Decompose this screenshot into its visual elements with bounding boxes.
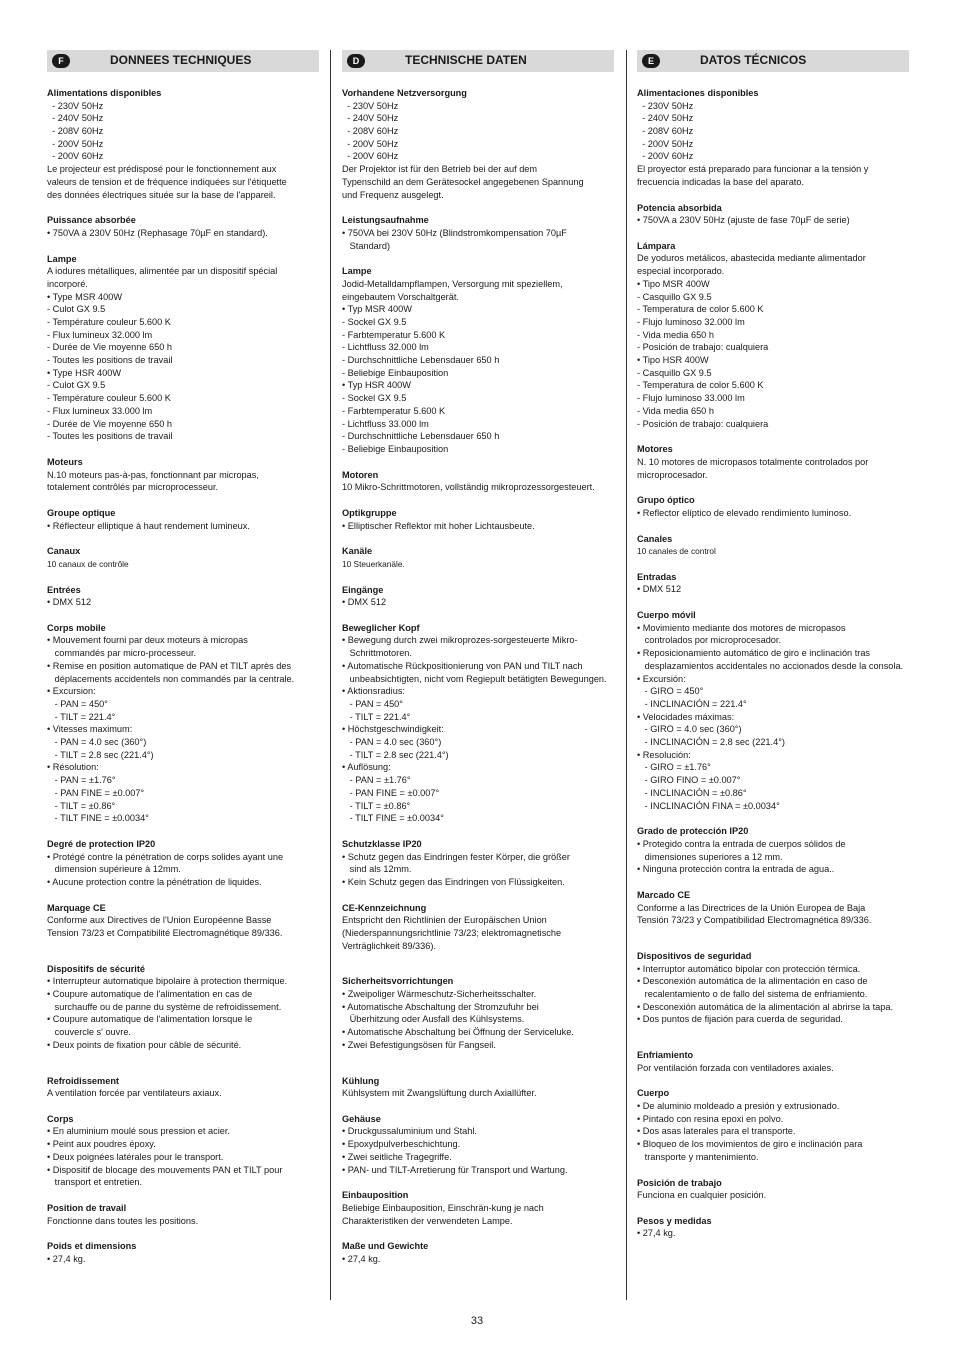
spec-section bbox=[637, 825, 909, 876]
spec-section bbox=[342, 1189, 614, 1227]
spec-line: • Typ HSR 400W bbox=[342, 380, 411, 391]
spec-line: - Flujo luminoso 32.000 lm bbox=[637, 316, 745, 327]
spec-line: - 200V 60Hz bbox=[342, 151, 399, 162]
spec-line: • Dispositif de blocage des mouvements PAN et TILT pour bbox=[47, 1164, 283, 1175]
spec-line: A ventilation forcée par ventilateurs axiaux. bbox=[47, 1088, 222, 1099]
spec-line: und Frequenz ausgelegt. bbox=[342, 189, 444, 200]
spec-line: • Schutz gegen das Eindringen fester Körper, die größer bbox=[342, 851, 570, 862]
spec-section bbox=[342, 265, 614, 455]
spec-section-title: Enfriamiento bbox=[637, 1050, 694, 1061]
spec-section-title: Alimentations disponibles bbox=[47, 88, 162, 98]
spec-line: • Ninguna protección contra la entrada de agua.. bbox=[637, 864, 835, 875]
spec-line: • Elliptischer Reflektor mit hoher Lichtausbeute. bbox=[342, 520, 535, 531]
spec-line: • Velocidades máximas: bbox=[637, 711, 735, 722]
spec-line: • Automatische Rückpositionierung von PAN und TILT nach bbox=[342, 660, 583, 671]
spec-section bbox=[637, 1215, 909, 1240]
spec-section-title: Vorhandene Netzversorgung bbox=[342, 88, 467, 98]
spec-line: • Dos asas laterales para el transporte. bbox=[637, 1126, 796, 1137]
spec-section-title: Position de travail bbox=[47, 1202, 127, 1213]
spec-line: Charakteristiken der verwendeten Lampe. bbox=[342, 1215, 513, 1226]
spec-line: • 750VA a 230V 50Hz (ajuste de fase 70µF de serie) bbox=[637, 215, 850, 226]
spec-section bbox=[342, 975, 614, 1051]
spec-line: • Coupure automatique de l'alimentation en cas de bbox=[47, 988, 253, 999]
spec-line: - Posición de trabajo: cualquiera bbox=[637, 418, 769, 429]
spec-line: • Excursion: bbox=[47, 686, 96, 697]
spec-section bbox=[637, 1087, 909, 1163]
spec-line: • Mouvement fourni par deux moteurs à micropas bbox=[47, 635, 248, 646]
spec-section-title: Leistungsaufnahme bbox=[342, 215, 429, 226]
spec-section-title: Maße und Gewichte bbox=[342, 1241, 429, 1252]
spec-line: surchauffe ou de panne du système de refroidissement. bbox=[47, 1001, 282, 1012]
spec-line: • 27,4 kg. bbox=[47, 1253, 86, 1264]
spec-section bbox=[342, 87, 614, 201]
spec-section-title: Cuerpo móvil bbox=[637, 610, 696, 621]
spec-line: - Beliebige Einbauposition bbox=[342, 443, 449, 454]
spec-section-title: Kühlung bbox=[342, 1075, 380, 1086]
spec-line: - PAN FINE = ±0.007° bbox=[47, 787, 145, 798]
spec-line: • Zweipoliger Wärmeschutz-Sicherheitsschalter. bbox=[342, 988, 537, 999]
spec-section-title: Marcado CE bbox=[637, 889, 691, 900]
spec-section-title: Moteurs bbox=[47, 456, 83, 467]
column-divider bbox=[626, 50, 627, 1300]
spec-section-title: Puissance absorbée bbox=[47, 215, 136, 226]
spec-line: • Remise en position automatique de PAN et TILT après des bbox=[47, 660, 292, 671]
spec-line: • Desconexión automática de la alimentación al abrirse la tapa. bbox=[637, 1001, 894, 1012]
spec-line: • Réflecteur elliptique à haut rendement lumineux. bbox=[47, 520, 250, 531]
spec-section-title: Corps mobile bbox=[47, 622, 106, 633]
spec-line: • Höchstgeschwindigkeit: bbox=[342, 724, 444, 735]
spec-line: - INCLINACIÓN = 221.4° bbox=[637, 698, 747, 709]
spec-line: - INCLINACIÓN = 2.8 sec (221.4°) bbox=[637, 737, 785, 748]
column-title: DATOS TÉCNICOS bbox=[700, 53, 807, 67]
spec-line: Der Projektor ist für den Betrieb bei der auf dem bbox=[342, 164, 538, 175]
spec-line: - GIRO = 4.0 sec (360°) bbox=[637, 724, 742, 735]
spec-section-title: Entradas bbox=[637, 571, 677, 582]
spec-line: - Vida media 650 h bbox=[637, 405, 714, 416]
spec-section-title: Entrées bbox=[47, 584, 81, 595]
spec-line: couvercle s' ouvre. bbox=[47, 1027, 131, 1038]
spec-line: valeurs de tension et de fréquence indiquées sur l'étiquette bbox=[47, 176, 287, 187]
spec-section bbox=[47, 545, 319, 570]
spec-line: eingebautem Vorschaltgerät. bbox=[342, 291, 459, 302]
spec-line: • Bewegung durch zwei mikroprozes-sorgesteuerte Mikro- bbox=[342, 635, 578, 646]
spec-line: • Deux poignées latérales pour le transport. bbox=[47, 1151, 224, 1162]
spec-line: • Aktionsradius: bbox=[342, 686, 405, 697]
spec-section-title: Dispositifs de sécurité bbox=[47, 963, 146, 974]
spec-line: - Toutes les positions de travail bbox=[47, 355, 173, 366]
spec-line: - Casquillo GX 9.5 bbox=[637, 367, 712, 378]
spec-line: A iodures métalliques, alimentée par un dispositif spécial bbox=[47, 266, 278, 277]
spec-line: • Typ MSR 400W bbox=[342, 304, 412, 315]
spec-line: De yoduros metálicos, abastecida mediante alimentador bbox=[637, 253, 866, 264]
spec-line: - PAN = 450° bbox=[47, 698, 108, 709]
spec-section-title: Lampe bbox=[47, 253, 77, 264]
spec-section bbox=[47, 87, 319, 201]
spec-line: Überhitzung oder Ausfall des Kühlsystems. bbox=[342, 1014, 525, 1025]
spec-section bbox=[47, 902, 319, 940]
spec-section bbox=[47, 1075, 319, 1100]
spec-line: - Flujo luminoso 33.000 lm bbox=[637, 393, 745, 404]
spec-line: • Auflösung: bbox=[342, 762, 391, 773]
spec-line: especial incorporado. bbox=[637, 266, 725, 277]
spec-section-title: Posición de trabajo bbox=[637, 1177, 722, 1188]
spec-section bbox=[47, 253, 319, 443]
column-title: TECHNISCHE DATEN bbox=[405, 53, 527, 67]
spec-line: des données électriques située sur la base de l'appareil. bbox=[47, 189, 276, 200]
language-badge: E bbox=[642, 54, 660, 68]
spec-line: • En aluminium moulé sous pression et acier. bbox=[47, 1126, 230, 1137]
spec-line: - Flux lumineux 33.000 lm bbox=[47, 405, 153, 416]
spec-line: • DMX 512 bbox=[637, 584, 682, 595]
spec-line: • Vitesses maximum: bbox=[47, 724, 133, 735]
spec-section bbox=[47, 214, 319, 239]
spec-line: - GIRO = ±1.76° bbox=[637, 762, 711, 773]
spec-section-title: Pesos y medidas bbox=[637, 1215, 712, 1226]
spec-line: - Toutes les positions de travail bbox=[47, 431, 173, 442]
spec-line: microprocesador. bbox=[637, 469, 708, 480]
spec-section bbox=[342, 214, 614, 252]
spec-line: - Température couleur 5.600 K bbox=[47, 393, 171, 404]
spec-line: sind als 12mm. bbox=[342, 864, 412, 875]
spec-line: • Kein Schutz gegen das Eindringen von Flüssigkeiten. bbox=[342, 876, 565, 887]
spec-section bbox=[342, 1075, 614, 1100]
spec-line: - Température couleur 5.600 K bbox=[47, 316, 171, 327]
spec-line: - Lichtfluss 32.000 lm bbox=[342, 342, 429, 353]
spec-section-title: Gehäuse bbox=[342, 1113, 381, 1124]
spec-line: - GIRO = 450° bbox=[637, 686, 704, 697]
column-spanish bbox=[637, 50, 909, 1253]
page-number: 33 bbox=[470, 1315, 484, 1327]
spec-line: Tensión 73/23 y Compatibilidad Electromagnética 89/336. bbox=[637, 915, 872, 926]
spec-line: dimension supérieure à 12mm. bbox=[47, 864, 181, 875]
spec-line: • 27,4 kg. bbox=[637, 1228, 676, 1239]
spec-section-title: Sicherheitsvorrichtungen bbox=[342, 976, 454, 987]
spec-line: • Interrupteur automatique bipolaire à protection thermique. bbox=[47, 976, 288, 987]
spec-line: - TILT = ±0.86° bbox=[47, 800, 116, 811]
column-divider bbox=[330, 50, 331, 1300]
spec-section-title: Lámpara bbox=[637, 240, 676, 251]
spec-line: (Niederspannungsrichtlinie 73/23; elektromagnetische bbox=[342, 927, 562, 938]
column-title: DONNEES TECHNIQUES bbox=[110, 53, 252, 67]
column-german bbox=[342, 50, 614, 1279]
spec-line: commandés par micro-processeur. bbox=[47, 648, 197, 659]
spec-line: - 240V 50Hz bbox=[637, 113, 694, 124]
spec-line: Typenschild an dem Gerätesockel angegebenen Spannung bbox=[342, 176, 584, 187]
spec-line: - Farbtemperatur 5.600 K bbox=[342, 405, 446, 416]
spec-line: - Farbtemperatur 5.600 K bbox=[342, 329, 446, 340]
spec-line: • Protégé contre la pénétration de corps solides ayant une bbox=[47, 851, 284, 862]
spec-line: • Interruptor automático bipolar con protección térmica. bbox=[637, 963, 861, 974]
spec-line: recalentamiento o de fallo del sistema de enfriamiento. bbox=[637, 988, 868, 999]
spec-line: • Zwei Befestigungsösen für Fangseil. bbox=[342, 1039, 496, 1050]
spec-line: • Movimiento mediante dos motores de micropasos bbox=[637, 622, 846, 633]
spec-line: • Automatische Abschaltung der Stromzufuhr bei bbox=[342, 1001, 539, 1012]
spec-section-title: Corps bbox=[47, 1113, 74, 1124]
spec-line: Conforme a las Directrices de la Unión Europea de Baja bbox=[637, 902, 866, 913]
spec-line: Le projecteur est prédisposé pour le fonctionnement aux bbox=[47, 164, 277, 175]
spec-section bbox=[637, 240, 909, 430]
spec-line: - Durchschnittliche Lebensdauer 650 h bbox=[342, 431, 500, 442]
spec-line: • Zwei seitliche Tragegriffe. bbox=[342, 1151, 452, 1162]
spec-section-title: Schutzklasse IP20 bbox=[342, 838, 422, 849]
spec-section bbox=[637, 950, 909, 1026]
spec-line: Schrittmotoren. bbox=[342, 648, 412, 659]
spec-section-title: Grado de protección IP20 bbox=[637, 826, 749, 837]
spec-section bbox=[342, 1113, 614, 1176]
section-header bbox=[342, 50, 614, 72]
spec-line: incorporé. bbox=[47, 278, 88, 289]
spec-line: • Coupure automatique de l'alimentation lorsque le bbox=[47, 1014, 253, 1025]
spec-section bbox=[47, 584, 319, 609]
spec-section-title: Canales bbox=[637, 533, 673, 544]
spec-line: • Druckgussaluminium und Stahl. bbox=[342, 1126, 477, 1137]
spec-line: - Sockel GX 9.5 bbox=[342, 393, 407, 404]
spec-line: - PAN = 450° bbox=[342, 698, 403, 709]
spec-section-title: Canaux bbox=[47, 546, 81, 557]
spec-line: - TILT = 2.8 sec (221.4°) bbox=[342, 749, 449, 760]
spec-line: 10 Mikro-Schrittmotoren, vollständig mikroprozessorgesteuert. bbox=[342, 482, 595, 493]
spec-section bbox=[637, 87, 909, 189]
spec-line: - Culot GX 9.5 bbox=[47, 304, 106, 315]
spec-section bbox=[637, 571, 909, 596]
spec-section bbox=[637, 202, 909, 227]
spec-line: controlados por microprocesador. bbox=[637, 635, 782, 646]
spec-line: • Desconexión automática de la alimentación en caso de bbox=[637, 976, 868, 987]
spec-section-title: Potencia absorbida bbox=[637, 202, 722, 213]
spec-line: • De aluminio moldeado a presión y extrusionado. bbox=[637, 1100, 840, 1111]
spec-line: • 750VA bei 230V 50Hz (Blindstromkompensation 70µF bbox=[342, 227, 567, 238]
spec-line: - 208V 60Hz bbox=[47, 126, 104, 136]
spec-line: Fonctionne dans toutes les positions. bbox=[47, 1215, 199, 1226]
spec-line: - Temperatura de color 5.600 K bbox=[637, 304, 764, 315]
spec-line: - TILT FINE = ±0.0034° bbox=[47, 813, 149, 824]
spec-line: • DMX 512 bbox=[47, 597, 92, 608]
spec-line: • DMX 512 bbox=[342, 597, 387, 608]
spec-section-title: Eingänge bbox=[342, 584, 384, 595]
spec-line: - 200V 50Hz bbox=[47, 138, 104, 149]
spec-section bbox=[342, 584, 614, 609]
spec-section-title: Lampe bbox=[342, 266, 372, 277]
spec-line: N.10 moteurs pas-à-pas, fonctionnant par micropas, bbox=[47, 469, 259, 480]
spec-line: - Culot GX 9.5 bbox=[47, 380, 106, 391]
spec-line: • PAN- und TILT-Arretierung für Transport und Wartung. bbox=[342, 1164, 568, 1175]
spec-section-title: Cuerpo bbox=[637, 1088, 670, 1099]
spec-line: Standard) bbox=[342, 240, 391, 251]
spec-line: - 208V 60Hz bbox=[342, 126, 399, 136]
spec-line: • Tipo HSR 400W bbox=[637, 355, 709, 366]
spec-line: - 240V 50Hz bbox=[342, 113, 399, 124]
spec-line: • Type HSR 400W bbox=[47, 367, 122, 378]
spec-line: transporte y mantenimiento. bbox=[637, 1151, 759, 1162]
spec-line: - Sockel GX 9.5 bbox=[342, 316, 407, 327]
spec-section-title: Motores bbox=[637, 444, 673, 455]
spec-line: • Protegido contra la entrada de cuerpos sólidos de bbox=[637, 838, 846, 849]
spec-line: • Bloqueo de los movimientos de giro e inclinación para bbox=[637, 1139, 863, 1150]
spec-line: - PAN = ±1.76° bbox=[47, 775, 116, 786]
spec-section bbox=[637, 494, 909, 519]
spec-section-title: Degré de protection IP20 bbox=[47, 838, 156, 849]
spec-line: Tension 73/23 et Compatibilité Electromagnétique 89/336. bbox=[47, 927, 283, 938]
spec-line: - Vida media 650 h bbox=[637, 329, 714, 340]
spec-line: • Automatische Abschaltung bei Öffnung der Serviceluke. bbox=[342, 1027, 574, 1038]
spec-section bbox=[637, 443, 909, 481]
spec-line: Jodid-Metalldampflampen, Versorgung mit speziellem, bbox=[342, 278, 563, 289]
spec-line: - 240V 50Hz bbox=[47, 113, 104, 124]
spec-section bbox=[47, 838, 319, 889]
spec-line: • Reflector elíptico de elevado rendimiento luminoso. bbox=[637, 507, 852, 518]
spec-line: • Deux points de fixation pour câble de sécurité. bbox=[47, 1039, 242, 1050]
spec-line: - 200V 60Hz bbox=[47, 151, 104, 162]
language-badge: F bbox=[52, 54, 70, 68]
spec-section bbox=[47, 1240, 319, 1265]
spec-section-title: CE-Kennzeichnung bbox=[342, 902, 427, 913]
spec-line: • 750VA à 230V 50Hz (Rephasage 70µF en standard). bbox=[47, 227, 268, 238]
spec-section-title: Poids et dimensions bbox=[47, 1241, 137, 1252]
spec-section-title: Refroidissement bbox=[47, 1075, 119, 1086]
spec-line: Beliebige Einbauposition, Einschrän-kung je nach bbox=[342, 1202, 544, 1213]
spec-line: 10 canaux de contrôle bbox=[47, 558, 129, 569]
spec-line: • Excursión: bbox=[637, 673, 686, 684]
spec-line: - Casquillo GX 9.5 bbox=[637, 291, 712, 302]
spec-section-title: Marquage CE bbox=[47, 902, 106, 913]
spec-line: - PAN FINE = ±0.007° bbox=[342, 787, 440, 798]
spec-line: - TILT = 2.8 sec (221.4°) bbox=[47, 749, 154, 760]
spec-line: - TILT = 221.4° bbox=[342, 711, 411, 722]
spec-line: El proyector está preparado para funcionar a la tensión y bbox=[637, 164, 869, 175]
spec-section-title: Einbauposition bbox=[342, 1190, 409, 1201]
spec-line: desplazamientos accidentales no accionados desde la consola. bbox=[637, 660, 904, 671]
spec-section-title: Alimentaciones disponibles bbox=[637, 88, 759, 98]
spec-line: totalement contrôlés par microprocesseur. bbox=[47, 482, 219, 493]
section-header bbox=[637, 50, 909, 72]
spec-section bbox=[47, 1202, 319, 1227]
spec-section-title: Groupe optique bbox=[47, 507, 116, 518]
spec-line: • Dos puntos de fijación para cuerda de seguridad. bbox=[637, 1014, 843, 1025]
spec-line: - Durée de Vie moyenne 650 h bbox=[47, 342, 172, 353]
spec-line: • Tipo MSR 400W bbox=[637, 278, 710, 289]
spec-line: frecuencia indicadas la base del aparato. bbox=[637, 176, 805, 187]
spec-line: - TILT FINE = ±0.0034° bbox=[342, 813, 444, 824]
spec-line: • Aucune protection contre la pénétration de liquides. bbox=[47, 876, 262, 887]
spec-line: • Résolution: bbox=[47, 762, 99, 773]
spec-line: Por ventilación forzada con ventiladores axiales. bbox=[637, 1062, 834, 1073]
spec-line: - Lichtfluss 33.000 lm bbox=[342, 418, 429, 429]
spec-line: transport et entretien. bbox=[47, 1177, 143, 1188]
spec-line: unbeabsichtigten, nicht vom Regiepult betätigten Bewegungen. bbox=[342, 673, 607, 684]
spec-section bbox=[637, 889, 909, 927]
spec-section bbox=[342, 622, 614, 825]
column-french bbox=[47, 50, 319, 1279]
spec-line: Entspricht den Richtlinien der Europäischen Union bbox=[342, 915, 547, 926]
spec-section bbox=[342, 902, 614, 953]
spec-section-title: Beweglicher Kopf bbox=[342, 622, 420, 633]
spec-line: - Temperatura de color 5.600 K bbox=[637, 380, 764, 391]
spec-line: - PAN = 4.0 sec (360°) bbox=[47, 737, 147, 748]
spec-line: • 27,4 kg. bbox=[342, 1253, 381, 1264]
spec-section bbox=[637, 1177, 909, 1202]
spec-line: - 230V 50Hz bbox=[47, 100, 104, 111]
spec-line: - 200V 60Hz bbox=[637, 151, 694, 162]
spec-section-title: Optikgruppe bbox=[342, 507, 397, 518]
spec-section-title: Kanäle bbox=[342, 546, 373, 557]
spec-section bbox=[637, 533, 909, 558]
spec-line: - Durée de Vie moyenne 650 h bbox=[47, 418, 172, 429]
spec-section bbox=[47, 622, 319, 825]
spec-line: • Peint aux poudres époxy. bbox=[47, 1139, 156, 1150]
spec-line: dimensiones superiores a 12 mm. bbox=[637, 851, 783, 862]
spec-line: Verträglichkeit 89/336). bbox=[342, 940, 436, 951]
spec-section-title: Grupo óptico bbox=[637, 495, 695, 506]
spec-line: Funciona en cualquier posición. bbox=[637, 1190, 767, 1201]
spec-section bbox=[47, 456, 319, 494]
spec-line: - Durchschnittliche Lebensdauer 650 h bbox=[342, 355, 500, 366]
spec-line: - GIRO FINO = ±0.007° bbox=[637, 775, 741, 786]
spec-line: - 200V 50Hz bbox=[637, 138, 694, 149]
spec-line: • Pintado con resina epoxi en polvo. bbox=[637, 1113, 784, 1124]
spec-line: - Beliebige Einbauposition bbox=[342, 367, 449, 378]
spec-line: déplacements accidentels non commandés par la centrale. bbox=[47, 673, 295, 684]
spec-section bbox=[342, 1240, 614, 1265]
spec-section-title: Motoren bbox=[342, 469, 379, 480]
spec-line: - TILT = ±0.86° bbox=[342, 800, 411, 811]
spec-line: - INCLINACIÓN = ±0.86° bbox=[637, 787, 747, 798]
spec-line: - Flux lumineux 32.000 lm bbox=[47, 329, 153, 340]
spec-section bbox=[637, 609, 909, 812]
spec-section bbox=[342, 545, 614, 570]
spec-line: • Resolución: bbox=[637, 749, 691, 760]
spec-line: 10 Steuerkanäle. bbox=[342, 558, 405, 569]
spec-section bbox=[47, 963, 319, 1052]
spec-section bbox=[342, 469, 614, 494]
language-badge: D bbox=[347, 54, 365, 68]
spec-line: Kühlsystem mit Zwangslüftung durch Axiallüfter. bbox=[342, 1088, 537, 1099]
spec-section-title: Dispositivos de seguridad bbox=[637, 950, 752, 961]
spec-line: - PAN = ±1.76° bbox=[342, 775, 411, 786]
spec-line: - PAN = 4.0 sec (360°) bbox=[342, 737, 442, 748]
spec-line: Conforme aux Directives de l'Union Européenne Basse bbox=[47, 915, 272, 926]
spec-line: • Epoxydpulverbeschichtung. bbox=[342, 1139, 461, 1150]
spec-line: • Reposicionamiento automático de giro e inclinación tras bbox=[637, 648, 871, 659]
spec-line: - Posición de trabajo: cualquiera bbox=[637, 342, 769, 353]
spec-section bbox=[342, 507, 614, 532]
spec-line: - TILT = 221.4° bbox=[47, 711, 116, 722]
spec-section bbox=[342, 838, 614, 889]
spec-line: - 200V 50Hz bbox=[342, 138, 399, 149]
spec-line: N. 10 motores de micropasos totalmente controlados por bbox=[637, 456, 869, 467]
spec-line: - 208V 60Hz bbox=[637, 126, 694, 136]
spec-line: - 230V 50Hz bbox=[342, 100, 399, 111]
spec-section bbox=[47, 507, 319, 532]
spec-line: - INCLINACIÓN FINA = ±0.0034° bbox=[637, 800, 780, 811]
spec-line: - 230V 50Hz bbox=[637, 100, 694, 111]
spec-line: • Type MSR 400W bbox=[47, 291, 123, 302]
spec-line: 10 canales de control bbox=[637, 546, 716, 557]
section-header bbox=[47, 50, 319, 72]
spec-section bbox=[637, 1049, 909, 1074]
spec-section bbox=[47, 1113, 319, 1189]
